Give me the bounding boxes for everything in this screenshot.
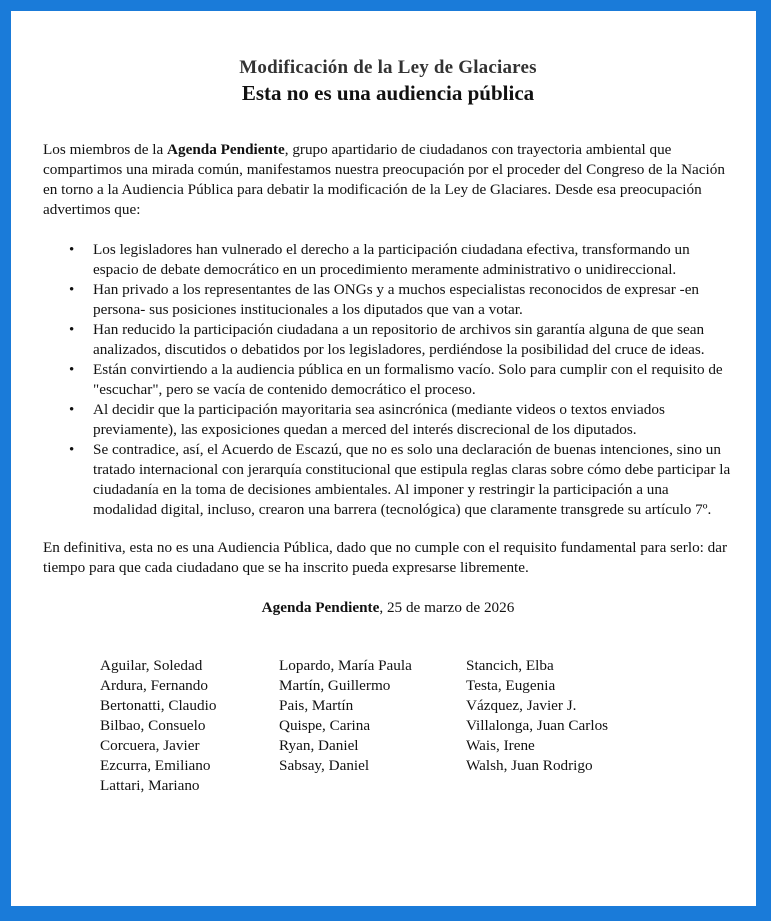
intro-pre: Los miembros de la — [43, 141, 168, 158]
concerns-list — [43, 240, 733, 520]
document-supertitle: Modificación de la Ley de Glaciares — [239, 57, 537, 78]
list-item: • Han reducido la participación ciudadana a un repositorio de archivos sin garantía alguna de que sean analizados, discutidos o debatidos por los legisladores, perdiéndose la posibilidad del cruce de ideas. — [43, 320, 733, 360]
list-item: • Los legisladores han vulnerado el derecho a la participación ciudadana efectiva, transformando un espacio de debate democrático en un procedimiento meramente administrativo o unidireccional. — [43, 240, 733, 280]
signatory: Quispe, Carina — [279, 717, 371, 734]
signatories — [43, 656, 733, 806]
signatory: Lattari, Mariano — [100, 777, 200, 794]
signatory: Bilbao, Consuelo — [100, 717, 206, 734]
document-frame — [8, 8, 759, 909]
list-item: • Han privado a los representantes de las ONGs y a muchos especialistas reconocidos de expresar -en persona- sus posiciones institucionales a los diputados que van a votar. — [43, 280, 733, 320]
signatory: Ryan, Daniel — [279, 737, 359, 754]
document — [43, 57, 733, 806]
signatory: Aguilar, Soledad — [100, 657, 203, 674]
signatory: Martín, Guillermo — [279, 677, 391, 694]
signatory: Stancich, Elba — [466, 657, 554, 674]
intro-paragraph — [43, 140, 733, 220]
signatory: Lopardo, María Paula — [279, 657, 412, 674]
closing-paragraph: En definitiva, esta no es una Audiencia Pública, dado que no cumple con el requisito fundamental para serlo: dar tiempo para que cada ciudadano que se ha inscrito pueda expresarse libremente. — [43, 539, 728, 576]
signatory: Wais, Irene — [466, 737, 535, 754]
signatory: Corcuera, Javier — [100, 737, 200, 754]
list-item: • Están convirtiendo a la audiencia pública en un formalismo vacío. Solo para cumplir con el requisito de "escuchar", pero se vacía de contenido democrático el proceso. — [43, 360, 733, 400]
signatory: Walsh, Juan Rodrigo — [466, 757, 593, 774]
signatory: Ezcurra, Emiliano — [100, 757, 211, 774]
signatories-column-3 — [466, 656, 608, 776]
signature-date: , 25 de marzo de 2026 — [379, 599, 515, 616]
list-item: • Al decidir que la participación mayoritaria sea asincrónica (mediante videos o textos enviados previamente), las exposiciones quedan a merced del interés discrecional de los diputados. — [43, 400, 733, 440]
intro-post: , grupo apartidario de ciudadanos con trayectoria ambiental que compartimos una mirada común, manifestamos nuestra preocupación por el proceder del Congreso de la Nación en torno a la Audiencia Pública para debatir la modificación de la Ley de Glaciares. Desde esa preocupación advertimos que: — [43, 141, 725, 218]
signatory: Villalonga, Juan Carlos — [466, 717, 609, 734]
document-title: Esta no es una audiencia pública — [241, 81, 535, 105]
signatories-column-1 — [100, 656, 216, 796]
signatory: Pais, Martín — [279, 697, 354, 714]
list-item: • Se contradice, así, el Acuerdo de Escazú, que no es solo una declaración de buenas intenciones, sino un tratado internacional con jerarquía constitucional que estipula reglas claras sobre cómo debe participar la ciudadanía en la toma de decisiones ambientales. Al imponer y restringir la participación a una modalidad digital, incluso, crearon una barrera (tecnológica) que claramente transgrede su artículo 7º. — [43, 440, 733, 520]
intro-org: Agenda Pendiente — [167, 141, 285, 158]
signatory: Ardura, Fernando — [100, 677, 208, 694]
signatory: Testa, Eugenia — [466, 677, 556, 694]
signatory: Bertonatti, Claudio — [100, 697, 217, 714]
signature-org: Agenda Pendiente — [261, 599, 380, 616]
signatory: Sabsay, Daniel — [279, 757, 370, 774]
signatory: Vázquez, Javier J. — [466, 697, 577, 714]
signature-line — [43, 598, 733, 618]
signatories-column-2 — [279, 656, 412, 776]
